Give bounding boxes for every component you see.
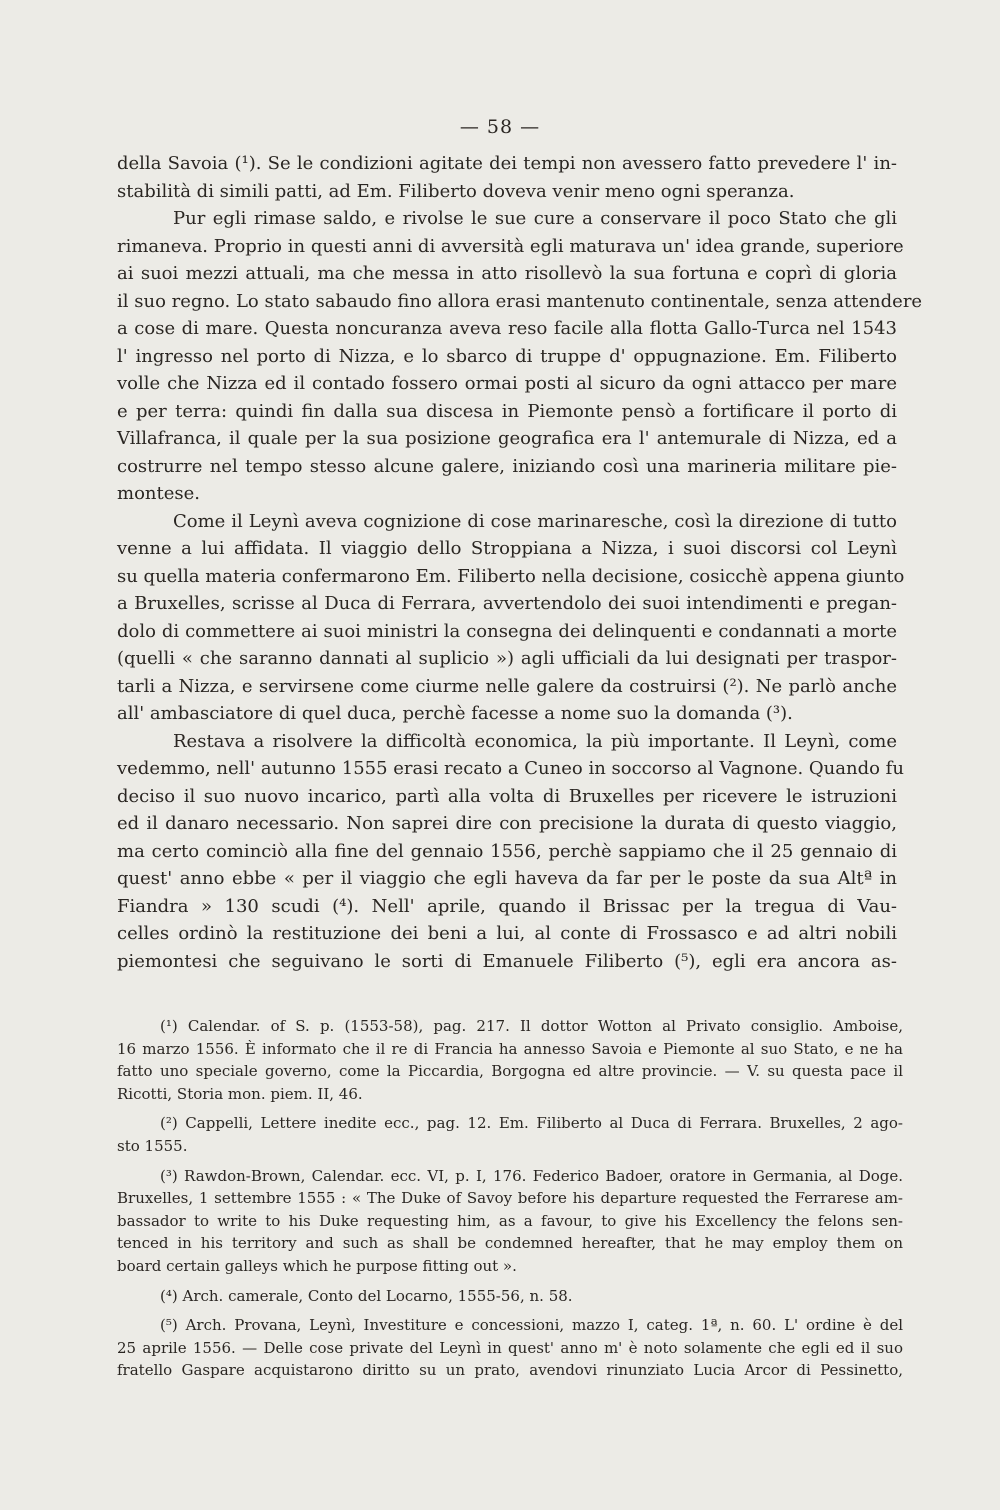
footnote <box>117 1285 903 1308</box>
body-line: Pur egli rimase saldo, e rivolse le sue cure a conservare il poco Stato che gli <box>173 208 897 229</box>
footnote-line: tenced in his territory and such as shall be condemned hereafter, that he may employ them on <box>117 1234 903 1253</box>
body-line: Villafranca, il quale per la sua posizione geografica era l' antemurale di Nizza, ed a <box>117 428 897 449</box>
body-line: ai suoi mezzi attuali, ma che messa in atto risollevò la sua fortuna e coprì di gloria <box>117 263 897 284</box>
body-line: ed il danaro necessario. Non saprei dire con precisione la durata di questo viaggio, <box>117 813 897 834</box>
footnote-line: (⁵) Arch. Provana, Leynì, Investiture e concessioni, mazzo I, categ. 1ª, n. 60. L' ordine è del <box>160 1316 903 1335</box>
footnote <box>117 1314 903 1382</box>
body-line: a Bruxelles, scrisse al Duca di Ferrara, avvertendolo dei suoi intendimenti e pregan- <box>117 593 897 614</box>
footnote-line: Ricotti, Storia mon. piem. II, 46. <box>117 1084 363 1103</box>
body-line: montese. <box>117 483 200 504</box>
footnote <box>117 1112 903 1157</box>
footnotes <box>117 1015 903 1382</box>
body-line: deciso il suo nuovo incarico, partì alla volta di Bruxelles per ricevere le istruzioni <box>117 785 897 807</box>
footnote-line: board certain galleys which he purpose fitting out ». <box>117 1256 517 1275</box>
footnote-line: (⁴) Arch. camerale, Conto del Locarno, 1555-56, n. 58. <box>160 1286 573 1305</box>
body-line: tarli a Nizza, e servirsene come ciurme nelle galere da costruirsi (²). Ne parlò anche <box>117 675 897 697</box>
body-line: all' ambasciatore di quel duca, perchè facesse a nome suo la domanda (³). <box>117 703 793 724</box>
body-line: l' ingresso nel porto di Nizza, e lo sbarco di truppe d' oppugnazione. Em. Filiberto <box>117 345 897 367</box>
body-line: Come il Leynì aveva cognizione di cose marinaresche, così la direzione di tutto <box>173 510 897 532</box>
body-line: (quelli « che saranno dannati al suplicio ») agli ufficiali da lui designati per traspor- <box>117 648 897 669</box>
footnote-line: fratello Gaspare acquistarono diritto su un prato, avendovi rinunziato Lucia Arcor di Pessinetto, <box>117 1361 903 1380</box>
body-line: quest' anno ebbe « per il viaggio che egli haveva da far per le poste da sua Altª in <box>117 868 897 889</box>
body-line: e per terra: quindi fin dalla sua discesa in Piemonte pensò a fortificare il porto di <box>117 400 897 422</box>
footnote-line: fatto uno speciale governo, come la Piccardia, Borgogna ed altre provincie. — V. su questa pace il <box>117 1062 903 1081</box>
body-line: dolo di commettere ai suoi ministri la consegna dei delinquenti e condannati a morte <box>117 620 897 642</box>
body-line: della Savoia (¹). Se le condizioni agitate dei tempi non avessero fatto prevedere l' in- <box>117 153 897 174</box>
body-line: celles ordinò la restituzione dei beni a lui, al conte di Frossasco e ad altri nobili <box>117 923 897 944</box>
footnote <box>117 1015 903 1105</box>
body-line: Fiandra » 130 scudi (⁴). Nell' aprile, quando il Brissac per la tregua di Vau- <box>117 895 897 917</box>
page-number: — 58 — <box>459 116 541 138</box>
footnote <box>117 1165 903 1278</box>
body-line: rimaneva. Proprio in questi anni di avversità egli maturava un' idea grande, superiore <box>117 235 904 257</box>
footnote-line: 25 aprile 1556. — Delle cose private del Leynì in quest' anno m' è noto solamente che egli ed il suo <box>117 1338 903 1357</box>
footnote-line: 16 marzo 1556. È informato che il re di Francia ha annesso Savoia e Piemonte al suo Stato, e ne ha <box>117 1039 903 1058</box>
footnote-line: Bruxelles, 1 settembre 1555 : « The Duke of Savoy before his departure requested the Ferrarese am- <box>117 1189 903 1208</box>
body-line: stabilità di simili patti, ad Em. Filiberto doveva venir meno ogni speranza. <box>117 180 795 202</box>
body-line: ma certo cominciò alla fine del gennaio 1556, perchè sappiamo che il 25 gennaio di <box>117 840 897 862</box>
body-line: Restava a risolvere la difficoltà economica, la più importante. Il Leynì, come <box>173 730 897 752</box>
body-line: a cose di mare. Questa noncuranza aveva reso facile alla flotta Gallo-Turca nel 1543 <box>117 318 897 339</box>
body-text <box>117 150 923 975</box>
body-line: su quella materia confermarono Em. Filiberto nella decisione, cosicchè appena giunto <box>117 565 905 587</box>
footnote-line: (¹) Calendar. of S. p. (1553-58), pag. 217. Il dottor Wotton al Privato consiglio. Amboise, <box>160 1017 903 1035</box>
body-line: costrurre nel tempo stesso alcune galere, iniziando così una marineria militare pie- <box>117 455 897 477</box>
footnote-line: bassador to write to his Duke requesting him, as a favour, to give his Excellency the felons sen- <box>117 1211 903 1230</box>
body-line: venne a lui affidata. Il viaggio dello Stroppiana a Nizza, i suoi discorsi col Leynì <box>117 538 897 559</box>
footnote-line: (²) Cappelli, Lettere inedite ecc., pag. 12. Em. Filiberto al Duca di Ferrara. Bruxelles, 2 ago- <box>160 1114 903 1133</box>
body-line: volle che Nizza ed il contado fossero ormai posti al sicuro da ogni attacco per mare <box>117 373 897 394</box>
body-line: vedemmo, nell' autunno 1555 erasi recato a Cuneo in soccorso al Vagnone. Quando fu <box>117 758 904 779</box>
body-line: il suo regno. Lo stato sabaudo fino allora erasi mantenuto continentale, senza attendere <box>117 290 923 312</box>
footnote-line: sto 1555. <box>117 1136 188 1155</box>
footnote-line: (³) Rawdon-Brown, Calendar. ecc. VI, p. I, 176. Federico Badoer, oratore in Germania, al Doge. <box>160 1166 903 1185</box>
body-line: piemontesi che seguivano le sorti di Emanuele Filiberto (⁵), egli era ancora as- <box>117 950 897 972</box>
